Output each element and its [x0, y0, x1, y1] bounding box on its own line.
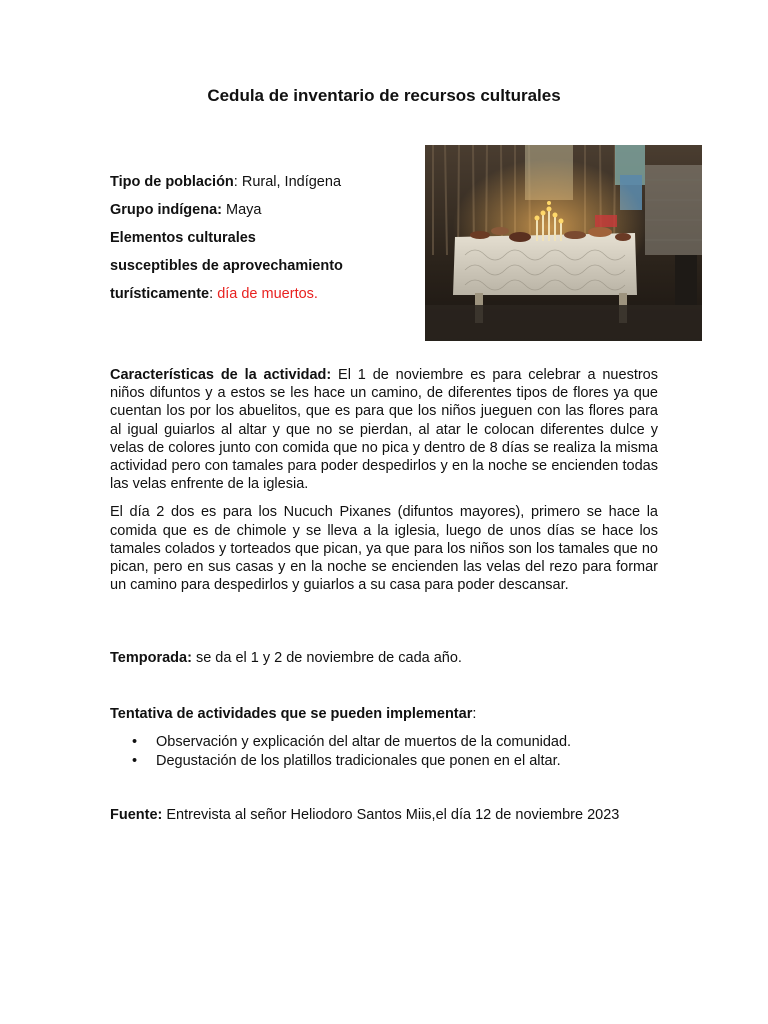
document-title: Cedula de inventario de recursos culturales	[207, 86, 561, 105]
list-item	[110, 752, 571, 771]
activities-heading	[110, 706, 476, 722]
activities-list	[110, 733, 571, 770]
info-block	[110, 168, 410, 308]
bullet-icon: •	[132, 734, 138, 750]
source-value: Entrevista al señor Heliodoro Santos Miis,el día 12 de noviembre 2023	[162, 807, 620, 823]
season-value: se da el 1 y 2 de noviembre de cada año.	[191, 650, 462, 666]
characteristics-label: Características de la actividad:	[110, 367, 332, 383]
activity-item-text: Observación y explicación del altar de muertos de la comunidad.	[156, 734, 572, 750]
activities-colon: :	[472, 706, 477, 722]
characteristics-section	[110, 366, 658, 604]
elements-label-line-3: turísticamente	[110, 286, 210, 302]
population-value: : Rural, Indígena	[233, 174, 342, 190]
altar-photo-illustration	[425, 145, 702, 341]
population-line	[110, 168, 410, 196]
season-label: Temporada:	[110, 650, 192, 666]
elements-colon: :	[209, 286, 218, 302]
list-item	[110, 733, 571, 752]
bullet-icon: •	[132, 752, 138, 769]
source-line	[110, 807, 619, 823]
characteristics-paragraph-1	[110, 366, 658, 493]
activities-label: Tentativa de actividades que se pueden implementar	[110, 706, 473, 722]
characteristics-text-1: El 1 de noviembre es para celebrar a nuestros niños difuntos y a estos se les hace un camino, de diferentes tipos de flores ya que cuentan los por los abuelitos, que es para que los niños jueguen con las flores para al igual guiarlos al altar y que no se pierdan, al atar le colocan diferentes dulce y velas de colores junto con comida que no pica y dentro de 8 días se realiza la misma actividad pero con tamales para poder despedirlos y en la noche se encienden todas las velas enfrente de la iglesia.	[110, 367, 658, 493]
source-label: Fuente:	[110, 807, 163, 823]
characteristics-paragraph-2: El día 2 dos es para los Nucuch Pixanes (difuntos mayores), primero se hace la comida que es de chimole y se lleva a la iglesia, luego de unos días se hace los tamales colados y torteados que pican, ya que para los niños son los tamales que no pican, pero en sus casas y en la noche se encienden las velas del rezo para formar un camino para despedirlos y guiarlos a su casa para poder descansar.	[110, 504, 658, 594]
elements-value: día de muertos.	[217, 286, 318, 302]
population-label: Tipo de población	[110, 174, 234, 190]
group-value: Maya	[221, 202, 262, 218]
group-line	[110, 196, 410, 224]
group-label: Grupo indígena:	[110, 202, 222, 218]
activity-item-text: Degustación de los platillos tradicionales que ponen en el altar.	[156, 752, 561, 769]
elements-line-3	[110, 280, 410, 308]
elements-label-line-1: Elementos culturales	[110, 230, 256, 246]
altar-photo	[425, 145, 702, 341]
elements-label-line-2: susceptibles de aprovechamiento	[110, 258, 343, 274]
season-line	[110, 650, 462, 666]
